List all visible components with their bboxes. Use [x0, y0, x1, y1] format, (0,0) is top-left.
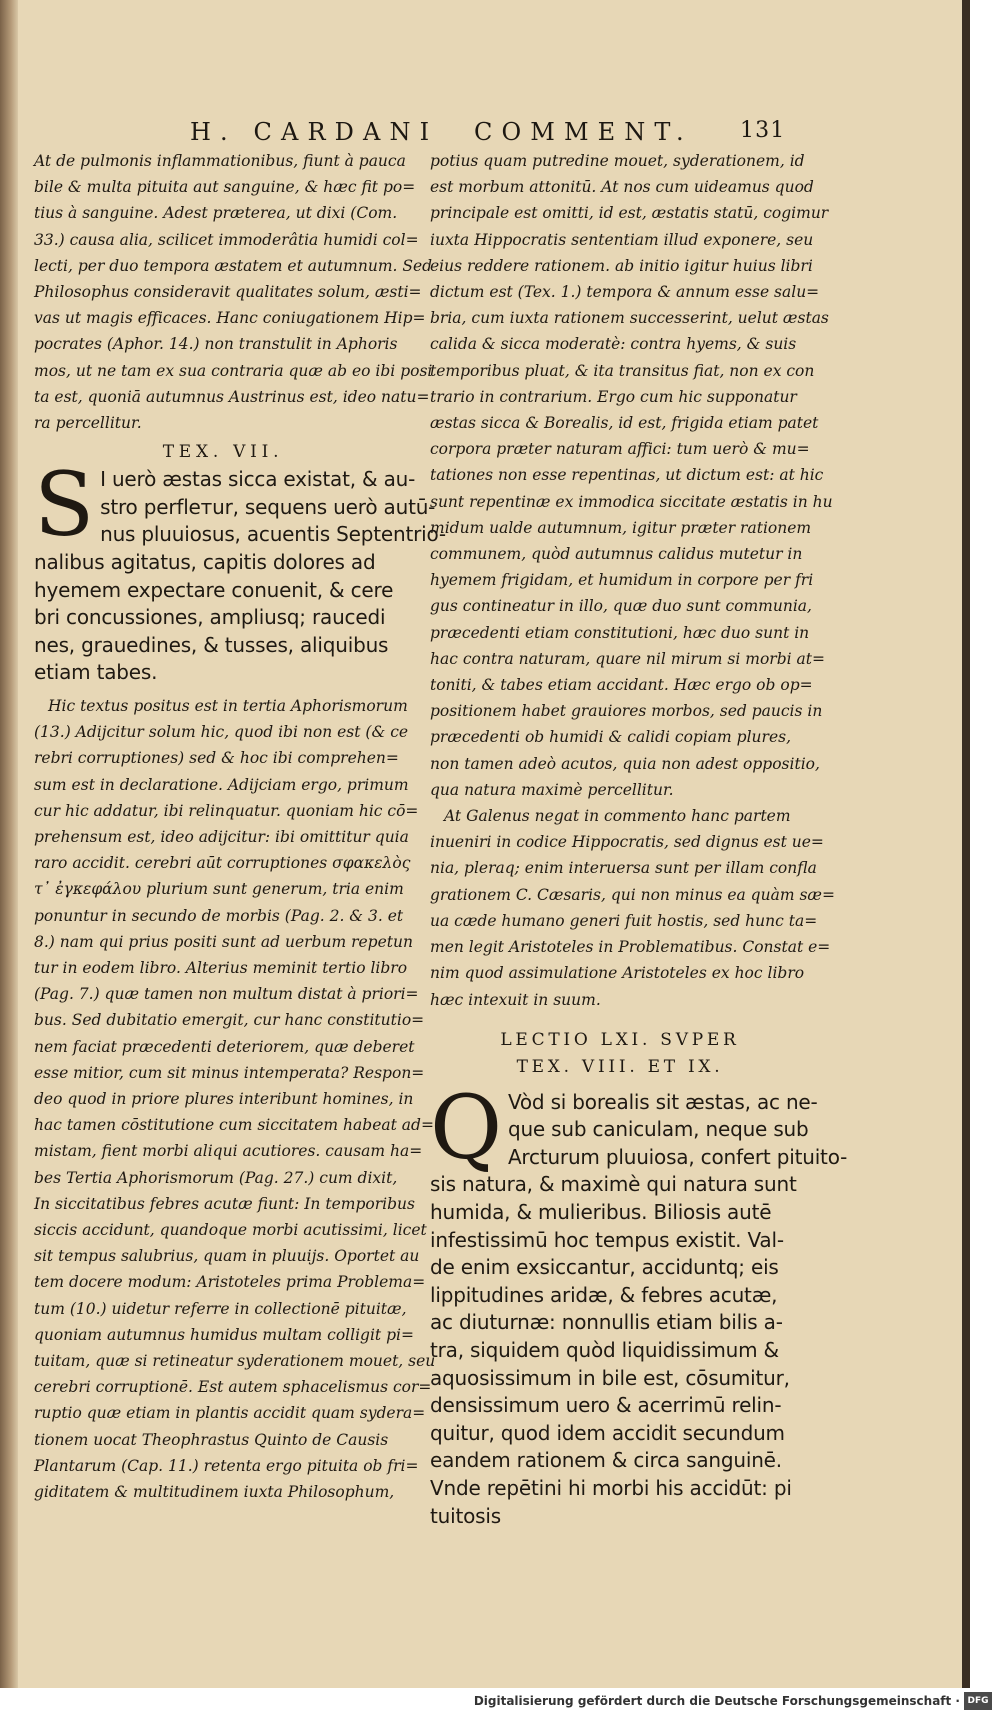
text-line: hac contra naturam, quare nil mirum si morbi at=: [430, 649, 825, 668]
text-line: eius reddere rationem. ab initio igitur huius libri: [430, 256, 813, 275]
text-line: ruptio quæ etiam in plantis accidit quam sydera=: [34, 1404, 426, 1423]
text-line: lecti, per duo tempora æstatem et autumnum. Sed: [34, 256, 433, 275]
text-heading: TEX. VII.: [162, 442, 284, 463]
drop-cap: S: [34, 453, 95, 557]
text-line: (13.) Adijcitur solum hic, quod ibi non est (& ce: [34, 723, 409, 742]
text-line: pocrates (Aphor. 14.) non transtulit in Aphoris: [34, 335, 398, 354]
text-line: ra percellitur.: [34, 414, 142, 433]
text-line: ta est, quoniā autumnus Austrinus est, ideo natu=: [34, 387, 430, 406]
text-line: nim quod assimulatione Aristoteles ex hoc libro: [430, 964, 805, 983]
text-line: iuxta Hippocratis sententiam illud exponere, seu: [430, 230, 814, 249]
text-line: sum est in declaratione. Adijciam ergo, primum: [34, 775, 409, 794]
text-line: tius à sanguine. Adest præterea, ut dixi (Com.: [34, 204, 398, 223]
text-line: infestissimū hoc tempus existit. Val-: [430, 1227, 784, 1252]
text-line: toniti, & tabes etiam accidant. Hæc ergo ob op=: [430, 676, 813, 695]
text-line: Plantarum (Cap. 11.) retenta ergo pituita ob fri=: [34, 1456, 419, 1475]
text-line: mistam, fient morbi aliqui acutiores. causam ha=: [34, 1142, 423, 1161]
commentary-paragraph: [34, 693, 436, 1505]
text-line: bri concussiones, ampliusq; raucedi: [34, 605, 386, 630]
text-line: (Pag. 7.) quæ tamen non multum distat à priori=: [34, 985, 419, 1004]
text-line: qua natura maximè percellitur.: [430, 780, 674, 799]
text-line: dictum est (Tex. 1.) tempora & annum esse salu=: [430, 283, 820, 302]
left-column: [34, 148, 446, 1505]
text-line: midum ualde autumnum, igitur præter rationem: [430, 518, 812, 537]
text-line: raro accidit. cerebri aūt corruptiones σφακελὸς: [34, 854, 411, 873]
page-margin: [970, 0, 1000, 1688]
text-line: vas ut magis efficaces. Hanc coniugationem Hip=: [34, 309, 426, 328]
text-line: cerebri corruptionē. Est autem sphacelismus cor=: [34, 1378, 432, 1397]
text-line: At de pulmonis inflammationibus, fiunt à pauca: [34, 152, 406, 170]
text-line: nia, pleraq; enim interuersa sunt per illam confla: [430, 859, 817, 878]
text-line: ac diuturnæ: nonnullis etiam bilis a-: [430, 1310, 783, 1335]
text-line: calida & sicca moderatè: contra hyems, & suis: [430, 335, 797, 354]
text-line: tuitosis: [430, 1503, 501, 1528]
text-line: deo quod in priore plures interibunt homines, in: [34, 1090, 414, 1109]
text-line: hæc intexuit in suum.: [430, 990, 601, 1009]
text-line: I uerò æstas sicca existat, & au-: [100, 467, 416, 492]
text-line: At Galenus negat in commento hanc partem: [444, 807, 791, 826]
text-line: ua cæde humano generi fuit hostis, sed hunc ta=: [430, 911, 818, 930]
text-line: inueniri in codice Hippocratis, sed dignus est ue=: [430, 833, 824, 852]
text-line: sunt repentinæ ex immodica siccitate æstatis in hu: [430, 492, 833, 511]
text-line: esse mitior, cum sit minus intemperata? Respon=: [34, 1063, 425, 1082]
text-line: 33.) causa alia, scilicet immoderâtia humidi col=: [34, 230, 419, 249]
right-column: [430, 148, 848, 1530]
text-line: quoniam autumnus humidus multam colligit pi=: [34, 1325, 414, 1344]
text-line: humida, & mulieribus. Biliosis autē: [430, 1200, 772, 1225]
text-line: mos, ut ne tam ex sua contraria quæ ab eo ibi posi: [34, 361, 433, 380]
page-edge-shadow: [962, 0, 970, 1688]
text-line: In siccitatibus febres acutæ fiunt: In temporibus: [34, 1194, 415, 1213]
text-line: hac tamen cōstitutione cum siccitatem habeat ad=: [34, 1116, 434, 1135]
text-line: quitur, quod idem accidit secundum: [430, 1420, 785, 1445]
text-line: de enim exsiccantur, acciduntq; eis: [430, 1255, 779, 1280]
text-line: bus. Sed dubitatio emergit, cur hanc constitutio=: [34, 1011, 425, 1030]
commentary-paragraph: [430, 803, 835, 1013]
text-line: τ᾽ ἐγκεφάλου plurium sunt generum, tria enim: [34, 880, 404, 899]
text-line: tem docere modum: Aristoteles prima Problema=: [34, 1273, 426, 1292]
text-line: potius quam putredine mouet, syderationem, id: [430, 152, 805, 170]
text-line: gus contineatur in illo, quæ duo sunt communia,: [430, 597, 812, 616]
text-line: nes, grauedines, & tusses, aliquibus: [34, 632, 389, 657]
text-line: sis natura, & maximè qui natura sunt: [430, 1172, 797, 1197]
text-line: tra, siquidem quòd liquidissimum &: [430, 1338, 779, 1363]
text-line: LECTIO LXI. SVPER: [500, 1029, 740, 1050]
text-line: lippitudines aridæ, & febres acutæ,: [430, 1282, 778, 1307]
text-line: eandem rationem & circa sanguinē.: [430, 1448, 782, 1473]
text-line: tum (10.) uidetur referre in collectionē pituitæ,: [34, 1299, 407, 1318]
digitization-footer: [0, 1688, 1000, 1716]
text-line: que sub caniculam, neque sub: [507, 1117, 809, 1142]
text-line: tationes non esse repentinas, ut dictum est: at hic: [430, 466, 824, 485]
text-line: nalibus agitatus, capitis dolores ad: [34, 550, 376, 575]
text-line: tionem uocat Theophrastus Quinto de Causis: [34, 1430, 389, 1449]
hippocrates-text: [34, 453, 446, 687]
text-line: etiam tabes.: [34, 660, 158, 685]
folio-number: 131: [740, 118, 786, 143]
text-line: corpora præter naturam affici: tum uerò & mu=: [430, 440, 810, 459]
text-line: Vnde repētini hi morbi his accidūt: pi: [430, 1476, 792, 1501]
text-line: ponuntur in secundo de morbis (Pag. 2. & 3. et: [34, 906, 404, 925]
text-line: densissimum uero & acerrimū relin-: [430, 1393, 782, 1418]
text-line: Arcturum pluuiosa, confert pituito-: [507, 1144, 848, 1169]
text-line: æstas sicca & Borealis, id est, frigida etiam patet: [430, 414, 819, 433]
text-line: stro perflетur, sequens uerò autū-: [100, 494, 436, 519]
text-line: tur in eodem libro. Alterius meminit tertio libro: [34, 959, 408, 978]
text-line: Philosophus consideravit qualitates solum, æsti=: [34, 283, 422, 302]
text-line: positionem habet grauiores morbos, sed paucis in: [430, 702, 823, 721]
text-line: est morbum attonitū. At nos cum uideamus quod: [430, 178, 814, 197]
text-line: bile & multa pituita aut sanguine, & hæc fit po=: [34, 178, 416, 197]
text-line: giditatem & multitudinem iuxta Philosophum,: [34, 1483, 395, 1502]
text-line: grationem C. Cæsaris, qui non minus ea quàm sæ=: [430, 885, 835, 904]
text-line: præcedenti etiam constitutioni, hæc duo sunt in: [430, 623, 810, 642]
text-line: rebri corruptiones) sed & hoc ibi comprehen=: [34, 749, 399, 768]
hippocrates-text: [430, 1075, 848, 1531]
text-line: communem, quòd autumnus calidus mutetur in: [430, 545, 803, 564]
dfg-logo: DFG: [964, 1692, 992, 1710]
text-line: Vòd si borealis sit æstas, ac ne-: [507, 1089, 818, 1114]
running-head-right: COMMENT.: [474, 118, 693, 146]
text-line: TEX. VIII. ET IX.: [516, 1056, 724, 1077]
text-line: hyemem expectare conuenit, & cere: [34, 577, 394, 602]
text-line: principale est omitti, id est, æstatis statū, cogimur: [430, 204, 829, 223]
text-line: 8.) nam qui prius positi sunt ad uerbum repetun: [34, 932, 413, 951]
text-line: siccis accidunt, quandoque morbi acutissimi, licet: [34, 1221, 427, 1240]
text-line: hyemem frigidam, et humidum in corpore per fri: [430, 571, 814, 590]
text-line: trario in contrarium. Ergo cum hic supponatur: [430, 387, 797, 406]
text-line: nus pluuiosus, acuentis Septentrio-: [100, 522, 446, 547]
text-line: bria, cum iuxta rationem successerint, uelut æstas: [430, 309, 829, 328]
text-line: temporibus pluat, & ita transitus fiat, non ex con: [430, 361, 815, 380]
text-line: cur hic addatur, ibi relinquatur. quoniam hic cō=: [34, 801, 419, 820]
text-line: non tamen adeò acutos, quia non adest oppositio,: [430, 754, 820, 773]
commentary-paragraph: [34, 148, 433, 436]
text-line: aquosissimum in bile est, cōsumitur,: [430, 1365, 790, 1390]
drop-cap: Q: [430, 1075, 502, 1179]
text-line: Hic textus positus est in tertia Aphorismorum: [48, 696, 408, 715]
text-line: prehensum est, ideo adijcitur: ibi omittitur quia: [34, 828, 409, 846]
text-line: præcedenti ob humidi & calidi copiam plures,: [430, 728, 792, 747]
lectio-heading: [430, 1027, 810, 1081]
book-gutter: [0, 0, 18, 1716]
text-line: sit tempus salubrius, quam in pluuijs. Oportet au: [34, 1247, 420, 1266]
text-line: tuitam, quæ si retineatur syderationem mouet, seu: [34, 1352, 436, 1371]
text-line: bes Tertia Aphorismorum (Pag. 27.) cum dixit,: [34, 1168, 398, 1187]
running-head-left: H. CARDANI: [190, 118, 439, 146]
text-line: nem faciat præcedenti deteriorem, quæ deberet: [34, 1037, 415, 1056]
text-line: men legit Aristoteles in Problematibus. Constat e=: [430, 938, 831, 957]
commentary-paragraph: [430, 148, 833, 803]
footer-credit: Digitalisierung gefördert durch die Deutsche Forschungsgemeinschaft ·: [473, 1694, 960, 1708]
